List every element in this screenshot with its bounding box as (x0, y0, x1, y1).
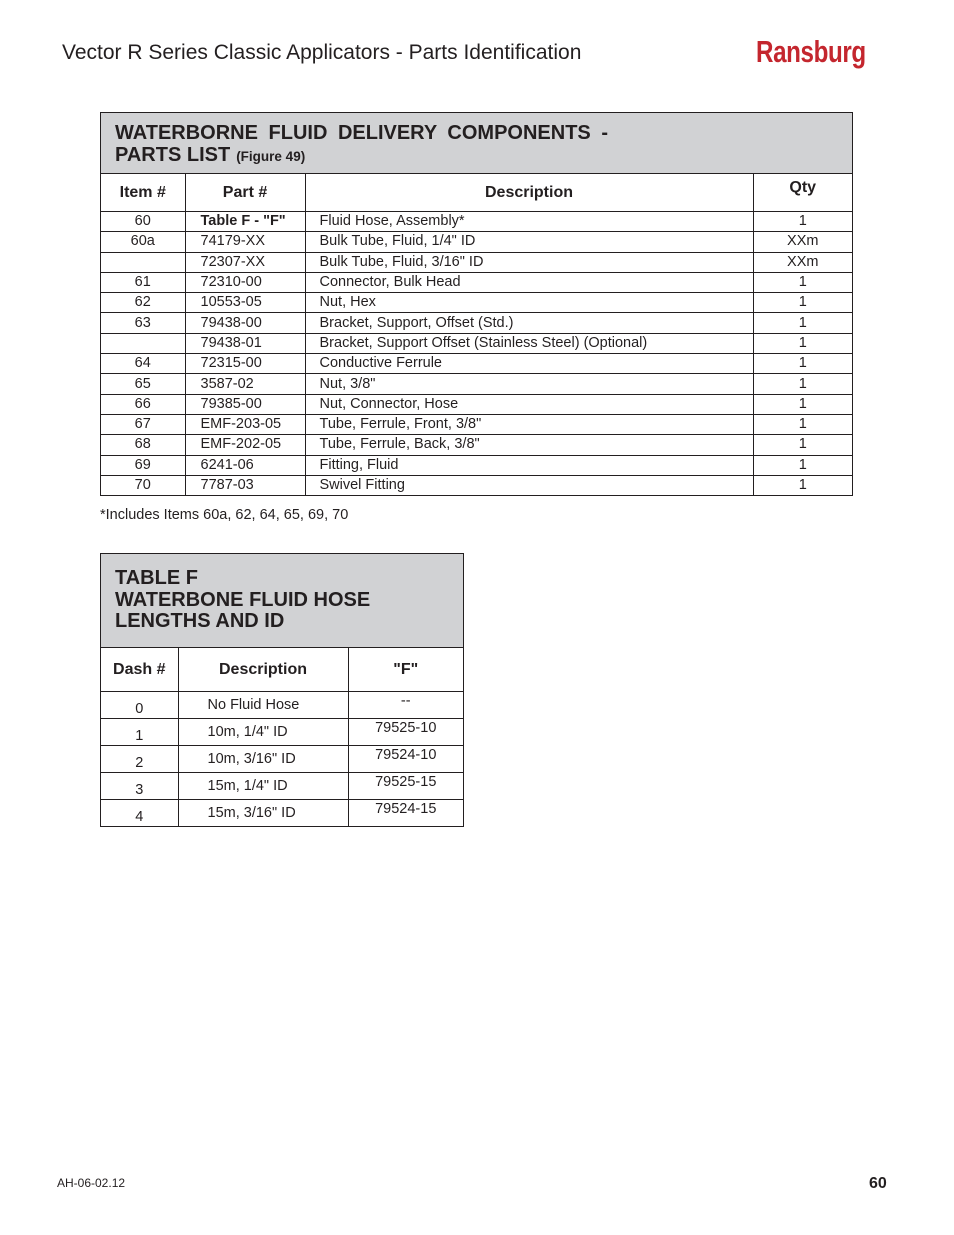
f-part-cell: 79524-15 (375, 801, 437, 817)
parts-grid (101, 174, 852, 495)
part-number-cell: 72307-XX (185, 252, 305, 272)
page-title: Vector R Series Classic Applicators - Parts Identification (62, 41, 582, 64)
table-f-row (101, 746, 463, 773)
parts-header-row (101, 174, 852, 212)
parts-row (101, 232, 852, 252)
document-code: AH-06-02.12 (57, 1176, 126, 1190)
dash-number-cell: 2 (101, 746, 178, 773)
table-f-title-line1: TABLE F (115, 567, 198, 589)
parts-row (101, 333, 852, 353)
description-cell: Swivel Fitting (305, 475, 753, 495)
part-number-cell: 72315-00 (185, 354, 305, 374)
table-f-title-line3: LENGTHS AND ID (115, 610, 285, 632)
dash-number-cell: 0 (101, 692, 178, 719)
qty-cell: 1 (753, 455, 852, 475)
f-part-cell: 79525-10 (348, 719, 463, 746)
item-number-cell: 64 (101, 354, 185, 374)
part-number-cell: Table F - "F" (185, 212, 305, 232)
page-number: 60 (869, 1175, 887, 1192)
parts-row (101, 475, 852, 495)
item-number-cell: 60 (101, 212, 185, 232)
qty-cell: XXm (753, 252, 852, 272)
part-number-cell: 79385-00 (185, 394, 305, 414)
table-f-row (101, 692, 463, 719)
description-cell: Fitting, Fluid (305, 455, 753, 475)
part-number-cell: 79438-00 (185, 313, 305, 333)
part-number-cell: 7787-03 (185, 475, 305, 495)
col-header-description: Description (305, 174, 753, 212)
table-f-header-row (101, 648, 463, 692)
part-number-cell: 72310-00 (185, 272, 305, 292)
f-part-cell: 79525-15 (348, 773, 463, 800)
description-cell: Conductive Ferrule (305, 354, 753, 374)
part-number-cell: EMF-202-05 (185, 435, 305, 455)
item-number-cell: 63 (101, 313, 185, 333)
item-number-cell: 65 (101, 374, 185, 394)
part-number-cell: 6241-06 (185, 455, 305, 475)
qty-cell: 1 (753, 354, 852, 374)
qty-cell: 1 (753, 435, 852, 455)
hose-description-cell: 15m, 1/4" ID (178, 773, 348, 800)
qty-cell: 1 (753, 374, 852, 394)
part-number-cell: 79438-01 (185, 333, 305, 353)
part-number-cell: EMF-203-05 (185, 414, 305, 434)
dash-number-cell: 4 (101, 800, 178, 827)
description-cell: Nut, Hex (305, 293, 753, 313)
qty-cell: 1 (753, 333, 852, 353)
parts-row (101, 455, 852, 475)
dash-number-cell: 1 (101, 719, 178, 746)
part-number-cell: 10553-05 (185, 293, 305, 313)
table-f-title-line2: WATERBONE FLUID HOSE (115, 588, 371, 611)
qty-cell: 1 (753, 293, 852, 313)
figure-reference: (Figure 49) (236, 149, 306, 164)
parts-row (101, 252, 852, 272)
parts-list-title-line1: WATERBORNE FLUID DELIVERY COMPONENTS - (115, 122, 608, 144)
col-header-f-description: Description (178, 648, 348, 692)
description-cell: Nut, Connector, Hose (305, 394, 753, 414)
description-cell: Bulk Tube, Fluid, 3/16" ID (305, 252, 753, 272)
f-part-cell: -- (348, 692, 463, 719)
item-number-cell: 68 (101, 435, 185, 455)
qty-cell: 1 (753, 313, 852, 333)
parts-list-table (100, 112, 853, 496)
part-number-cell: 3587-02 (185, 374, 305, 394)
dash-number-cell: 3 (101, 773, 178, 800)
col-header-part: Part # (185, 174, 305, 212)
parts-row (101, 414, 852, 434)
parts-row (101, 374, 852, 394)
qty-cell: 1 (753, 394, 852, 414)
description-cell: Bracket, Support, Offset (Std.) (305, 313, 753, 333)
part-number-cell: 74179-XX (185, 232, 305, 252)
col-header-qty: Qty (753, 174, 852, 212)
description-cell: Nut, 3/8" (305, 374, 753, 394)
hose-description-cell: 10m, 1/4" ID (178, 719, 348, 746)
description-cell: Tube, Ferrule, Back, 3/8" (305, 435, 753, 455)
item-number-cell: 62 (101, 293, 185, 313)
table-f-row (101, 719, 463, 746)
qty-cell: 1 (753, 212, 852, 232)
item-number-cell (101, 252, 185, 272)
item-number-cell (101, 333, 185, 353)
table-f-row (101, 800, 463, 827)
hose-description-cell: 10m, 3/16" ID (178, 746, 348, 773)
f-part-cell: 79524-10 (348, 746, 463, 773)
parts-row (101, 313, 852, 333)
item-number-cell: 67 (101, 414, 185, 434)
table-f-title (101, 554, 463, 648)
description-cell: Connector, Bulk Head (305, 272, 753, 292)
qty-cell: XXm (753, 232, 852, 252)
description-cell: Bracket, Support Offset (Stainless Steel) (Optional) (305, 333, 753, 353)
parts-row (101, 394, 852, 414)
table-f-grid (101, 648, 463, 826)
col-header-f: "F" (348, 648, 463, 692)
parts-row (101, 354, 852, 374)
parts-row (101, 435, 852, 455)
hose-description-cell: No Fluid Hose (178, 692, 348, 719)
item-number-cell: 60a (101, 232, 185, 252)
qty-cell: 1 (798, 477, 807, 493)
table-f (100, 553, 464, 827)
hose-description-cell: 15m, 3/16" ID (178, 800, 348, 827)
table-f-row (101, 773, 463, 800)
col-header-item: Item # (101, 174, 185, 212)
qty-cell: 1 (753, 272, 852, 292)
parts-row (101, 212, 852, 232)
qty-cell: 1 (753, 414, 852, 434)
brand-logo: Ransburg (756, 34, 866, 69)
description-cell: Fluid Hose, Assembly* (305, 212, 753, 232)
parts-list-title-line2: PARTS LIST (115, 144, 231, 166)
item-number-cell: 61 (101, 272, 185, 292)
description-cell: Bulk Tube, Fluid, 1/4" ID (305, 232, 753, 252)
parts-list-title (101, 113, 852, 174)
parts-footnote: *Includes Items 60a, 62, 64, 65, 69, 70 (100, 507, 349, 523)
parts-row (101, 272, 852, 292)
col-header-dash: Dash # (101, 648, 178, 692)
item-number-cell: 66 (101, 394, 185, 414)
parts-row (101, 293, 852, 313)
item-number-cell: 69 (101, 455, 185, 475)
item-number-cell: 70 (101, 475, 185, 495)
description-cell: Tube, Ferrule, Front, 3/8" (305, 414, 753, 434)
